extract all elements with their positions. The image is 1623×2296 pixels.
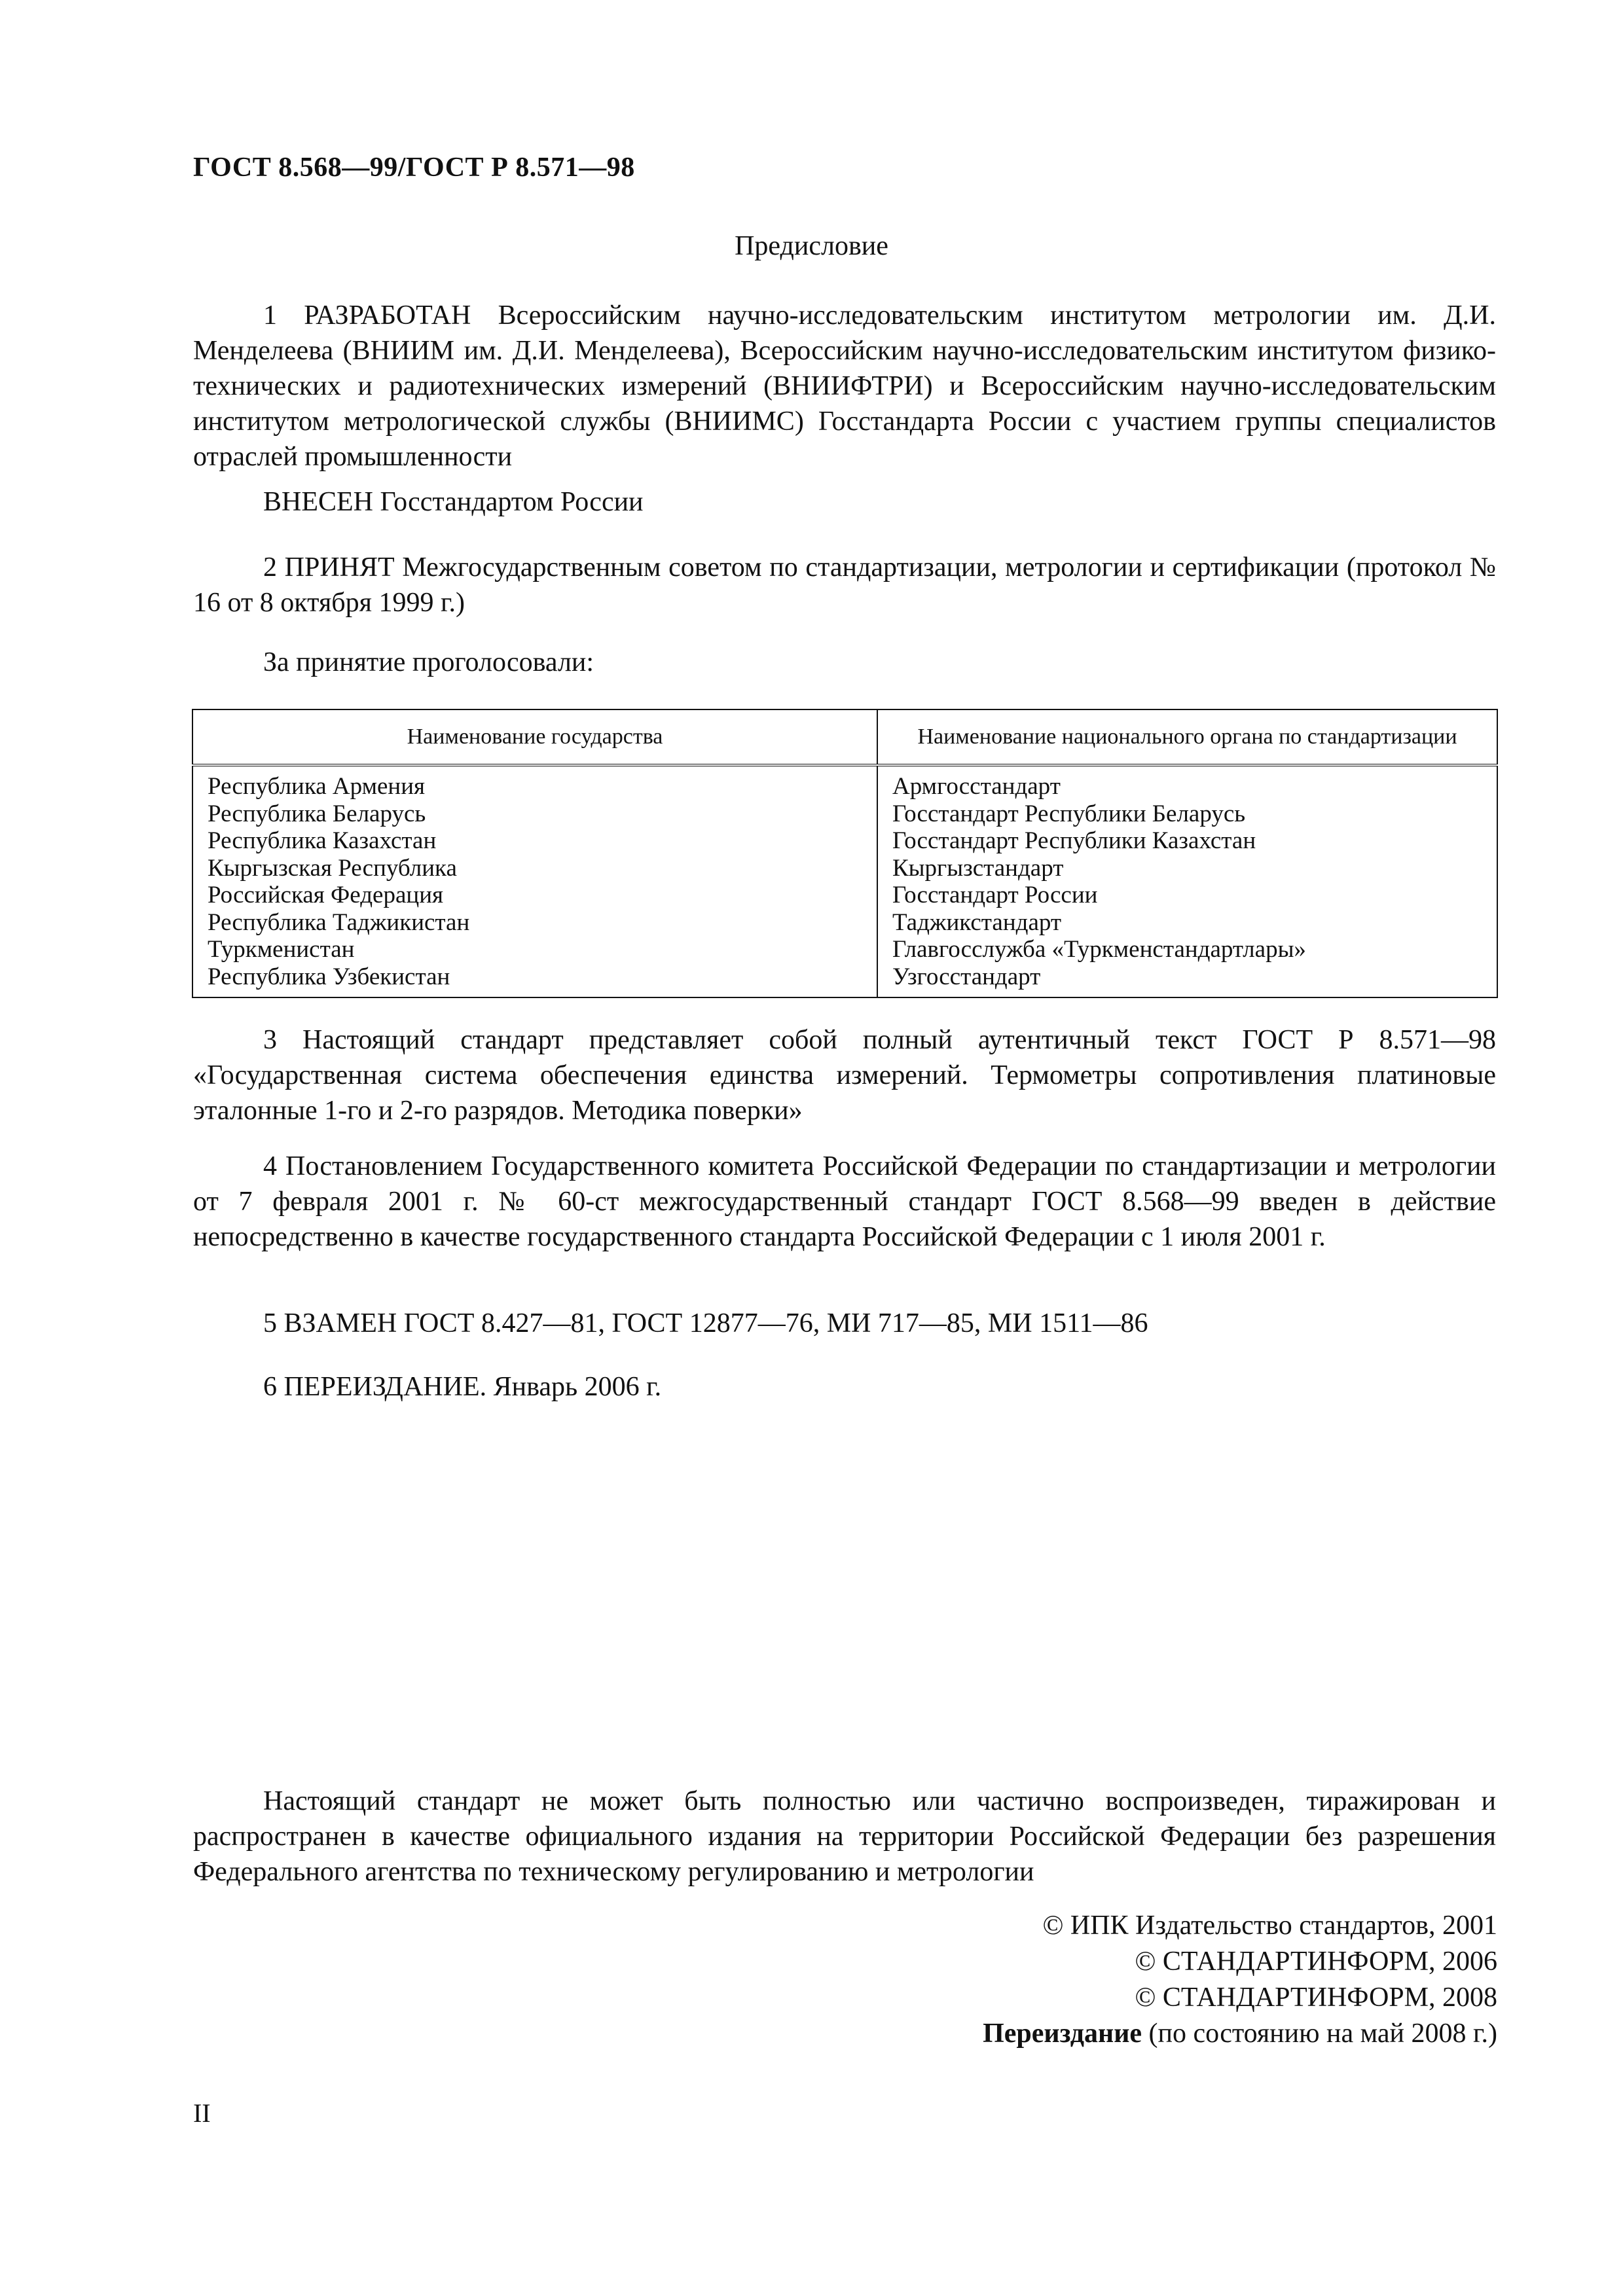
document-code-header: ГОСТ 8.568—99/ГОСТ Р 8.571—98 (193, 152, 635, 183)
state-names-cell (192, 765, 877, 997)
paragraph-introduced-by: ВНЕСЕН Госстандартом России (263, 487, 644, 517)
copyright-line: © ИПК Издательство стандартов, 2001 (1042, 1910, 1497, 1941)
section-title: Предисловие (735, 231, 888, 261)
paragraph-resolution: 4 Постановлением Государственного комитета Российской Федерации по стандартизации и метрологии от 7 февраля 2001 г. № 60-ст межгосударственный стандарт ГОСТ 8.568—99 введен в действие непосредственно в качестве государственного стандарта Российской Федерации с 1 июля 2001 г. (193, 1151, 1496, 1252)
table-row (192, 765, 1497, 997)
table-header-state: Наименование государства (192, 709, 877, 765)
state-name: Туркменистан (208, 936, 355, 963)
copyright-line: © СТАНДАРТИНФОРМ, 2006 (1135, 1946, 1497, 1977)
reissue-date: (по состоянию на май 2008 г.) (1142, 2018, 1497, 2049)
table-header-row (192, 709, 1497, 765)
state-name: Российская Федерация (208, 882, 444, 908)
standards-body-name: Госстандарт Республики Беларусь (892, 800, 1246, 827)
page-number: II (193, 2098, 211, 2128)
reissue-line (983, 2016, 1497, 2052)
standards-body-name: Узгосстандарт (892, 963, 1041, 990)
paragraph-voted-for: За принятие проголосовали: (263, 647, 594, 677)
copyright-block (983, 1908, 1497, 2052)
standards-body-name: Госстандарт России (892, 882, 1098, 908)
standards-body-name: Кыргызстандарт (892, 854, 1064, 882)
paragraph-replaces: 5 ВЗАМЕН ГОСТ 8.427—81, ГОСТ 12877—76, МИ 717—85, МИ 1511—86 (263, 1308, 1148, 1338)
state-name: Республика Казахстан (208, 827, 437, 854)
copyright-line: © СТАНДАРТИНФОРМ, 2008 (1135, 1982, 1497, 2013)
state-name: Республика Беларусь (208, 800, 426, 827)
standards-body-name: Таджикстандарт (892, 908, 1062, 936)
paragraph-reissue: 6 ПЕРЕИЗДАНИЕ. Январь 2006 г. (263, 1372, 662, 1402)
paragraph-authentic-text: 3 Настоящий стандарт представляет собой полный аутентичный текст ГОСТ Р 8.571—98 «Государственная система обеспечения единства измерений. Термометры сопротивления платиновые эталонные 1-го и 2-го разрядов. Методика поверки» (193, 1025, 1496, 1126)
state-name: Республика Узбекистан (208, 963, 450, 990)
standards-body-name: Госстандарт Республики Казахстан (892, 827, 1256, 854)
standards-body-name: Армгосстандарт (892, 773, 1061, 800)
reproduction-notice: Настоящий стандарт не может быть полностью или частично воспроизведен, тиражирован и распространен в качестве официального издания на территории Российской Федерации без разрешения Федерального агентства по техническому регулированию и метрологии (193, 1786, 1496, 1887)
paragraph-developed-by: 1 РАЗРАБОТАН Всероссийским научно-исследовательским институтом метрологии им. Д.И. Менделеева (ВНИИМ им. Д.И. Менделеева), Всероссийским научно-исследовательским институтом физико-технических и радиотехнических измерений (ВНИИФТРИ) и Всероссийским научно-исследовательским институтом метрологической службы (ВНИИМС) Госстандарта России с участием группы специалистов отраслей промышленности (193, 300, 1496, 472)
state-name: Кыргызская Республика (208, 854, 457, 882)
paragraph-adopted-by: 2 ПРИНЯТ Межгосударственным советом по стандартизации, метрологии и сертификации (протокол № 16 от 8 октября 1999 г.) (193, 552, 1496, 618)
standards-body-name: Главгосслужба «Туркменстандартлары» (892, 936, 1306, 963)
state-name: Республика Армения (208, 773, 426, 800)
reissue-label: Переиздание (983, 2018, 1142, 2049)
voting-states-table (192, 709, 1498, 998)
standards-bodies-cell (877, 765, 1497, 997)
state-name: Республика Таджикистан (208, 908, 470, 936)
table-header-standards-body: Наименование национального органа по стандартизации (877, 709, 1497, 765)
